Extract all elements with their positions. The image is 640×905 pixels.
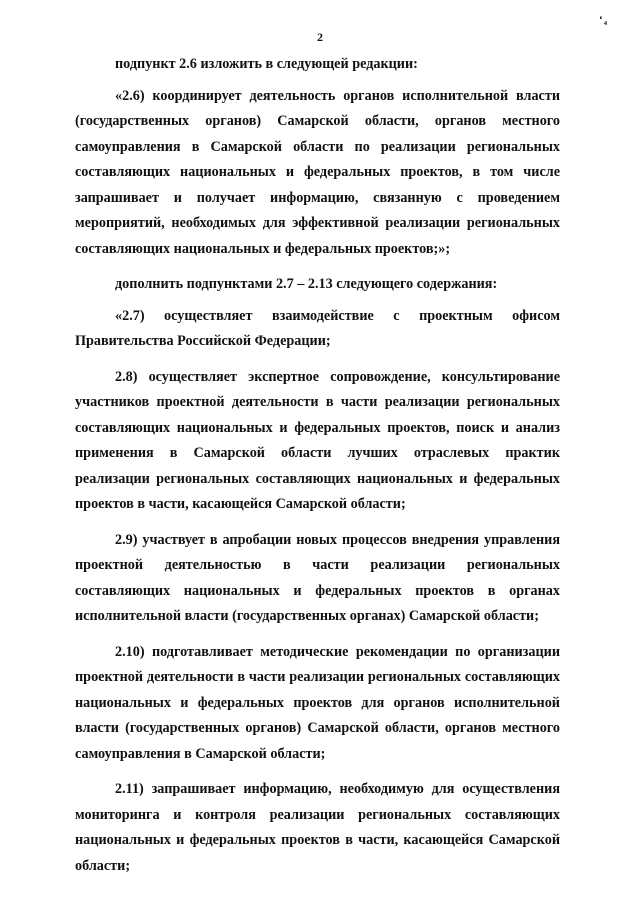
paragraph-2-8: 2.8) осуществляет экспертное сопровождение, консультирование участников проектной деятельности в части реализации региональных составляющих национальных и федеральных проектов, поиск и анализ применения в Самарской области лучших отраслевых практик реализации региональных составляющих национальных и федеральных проектов в части, касающейся Самарской области; bbox=[75, 368, 560, 512]
paragraph-supplement: дополнить подпунктами 2.7 – 2.13 следующего содержания: bbox=[115, 276, 498, 292]
paragraph-2-6: «2.6) координирует деятельность органов исполнительной власти (государственных органов) Самарской области, органов местного самоуправления в Самарской области по реализации региональных составляющих национальных и федеральных проектов, в том числе запрашивает и получает информацию, связанную с проведением мероприятий, необходимых для эффективной реализации региональных составляющих национальных и федеральных проектов;»; bbox=[75, 87, 560, 257]
paragraph-intro: подпункт 2.6 изложить в следующей редакции: bbox=[115, 56, 418, 72]
page-number: 2 bbox=[317, 30, 323, 44]
document-body bbox=[75, 52, 560, 889]
corner-mark: ʻ₄ bbox=[599, 14, 608, 26]
paragraph-2-11: 2.11) запрашивает информацию, необходимую для осуществления мониторинга и контроля реализации региональных составляющих национальных и федеральных проектов в части, касающейся Самарской области; bbox=[75, 781, 560, 874]
paragraph-2-7: «2.7) осуществляет взаимодействие с проектным офисом Правительства Российской Федерации; bbox=[75, 307, 560, 349]
paragraph-2-9: 2.9) участвует в апробации новых процессов внедрения управления проектной деятельностью в части реализации региональных составляющих национальных и федеральных проектов в органах исполнительной власти (государственных органах) Самарской области; bbox=[75, 531, 560, 624]
paragraph-2-10: 2.10) подготавливает методические рекомендации по организации проектной деятельности в части реализации региональных составляющих национальных и федеральных проектов для органов исполнительной власти (государственных органов) Самарской области, органов местного самоуправления в Самарской области; bbox=[75, 643, 560, 762]
